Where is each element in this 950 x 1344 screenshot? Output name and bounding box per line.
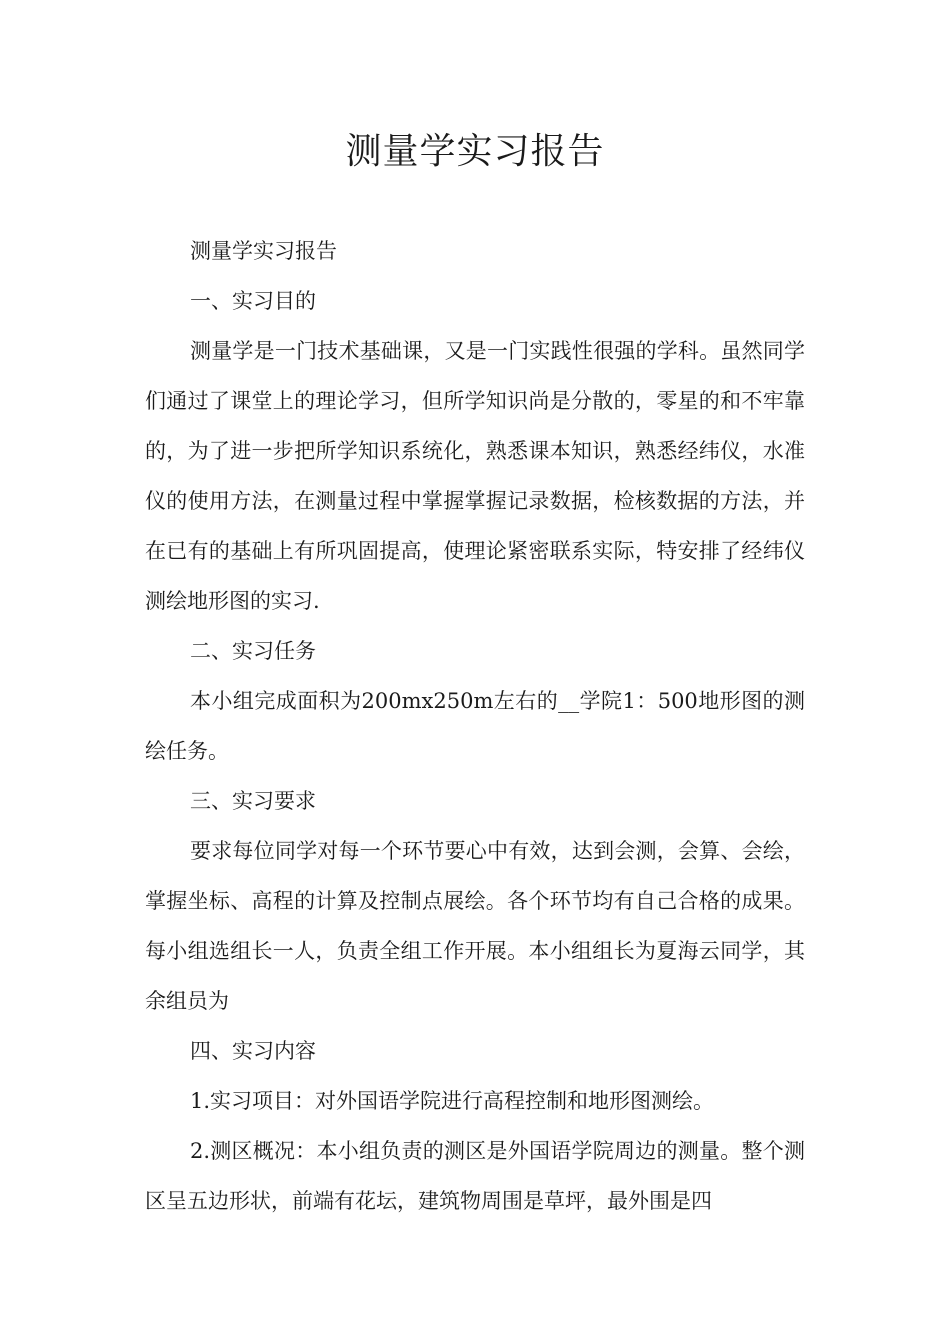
content-item-2: 2.测区概况：本小组负责的测区是外国语学院周边的测量。整个测区呈五边形状，前端有花坛，建筑物周围是草坪，最外围是四	[145, 1139, 805, 1213]
content-item-1: 1.实习项目：对外国语学院进行高程控制和地形图测绘。	[190, 1089, 715, 1113]
section-heading-task: 二、实习任务	[190, 639, 316, 663]
section-heading-purpose: 一、实习目的	[190, 289, 316, 313]
section-heading-content: 四、实习内容	[190, 1039, 316, 1063]
document-body	[145, 226, 805, 1226]
document-title: 测量学实习报告	[345, 131, 605, 172]
section-heading-requirements: 三、实习要求	[190, 789, 316, 813]
subtitle-paragraph: 测量学实习报告	[190, 239, 337, 263]
purpose-paragraph: 测量学是一门技术基础课，又是一门实践性很强的学科。虽然同学们通过了课堂上的理论学习，但所学知识尚是分散的，零星的和不牢靠的，为了进一步把所学知识系统化，熟悉课本知识，熟悉经纬仪，水准仪的使用方法，在测量过程中掌握掌握记录数据，检核数据的方法，并在已有的基础上有所巩固提高，使理论紧密联系实际，特安排了经纬仪测绘地形图的实习.	[145, 339, 805, 613]
requirements-paragraph: 要求每位同学对每一个环节要心中有效，达到会测，会算、会绘，掌握坐标、高程的计算及控制点展绘。各个环节均有自己合格的成果。每小组选组长一人，负责全组工作开展。本小组组长为夏海云同学，其余组员为	[145, 839, 805, 1013]
task-paragraph: 本小组完成面积为200mx250m左右的__学院1：500地形图的测绘任务。	[145, 689, 805, 763]
